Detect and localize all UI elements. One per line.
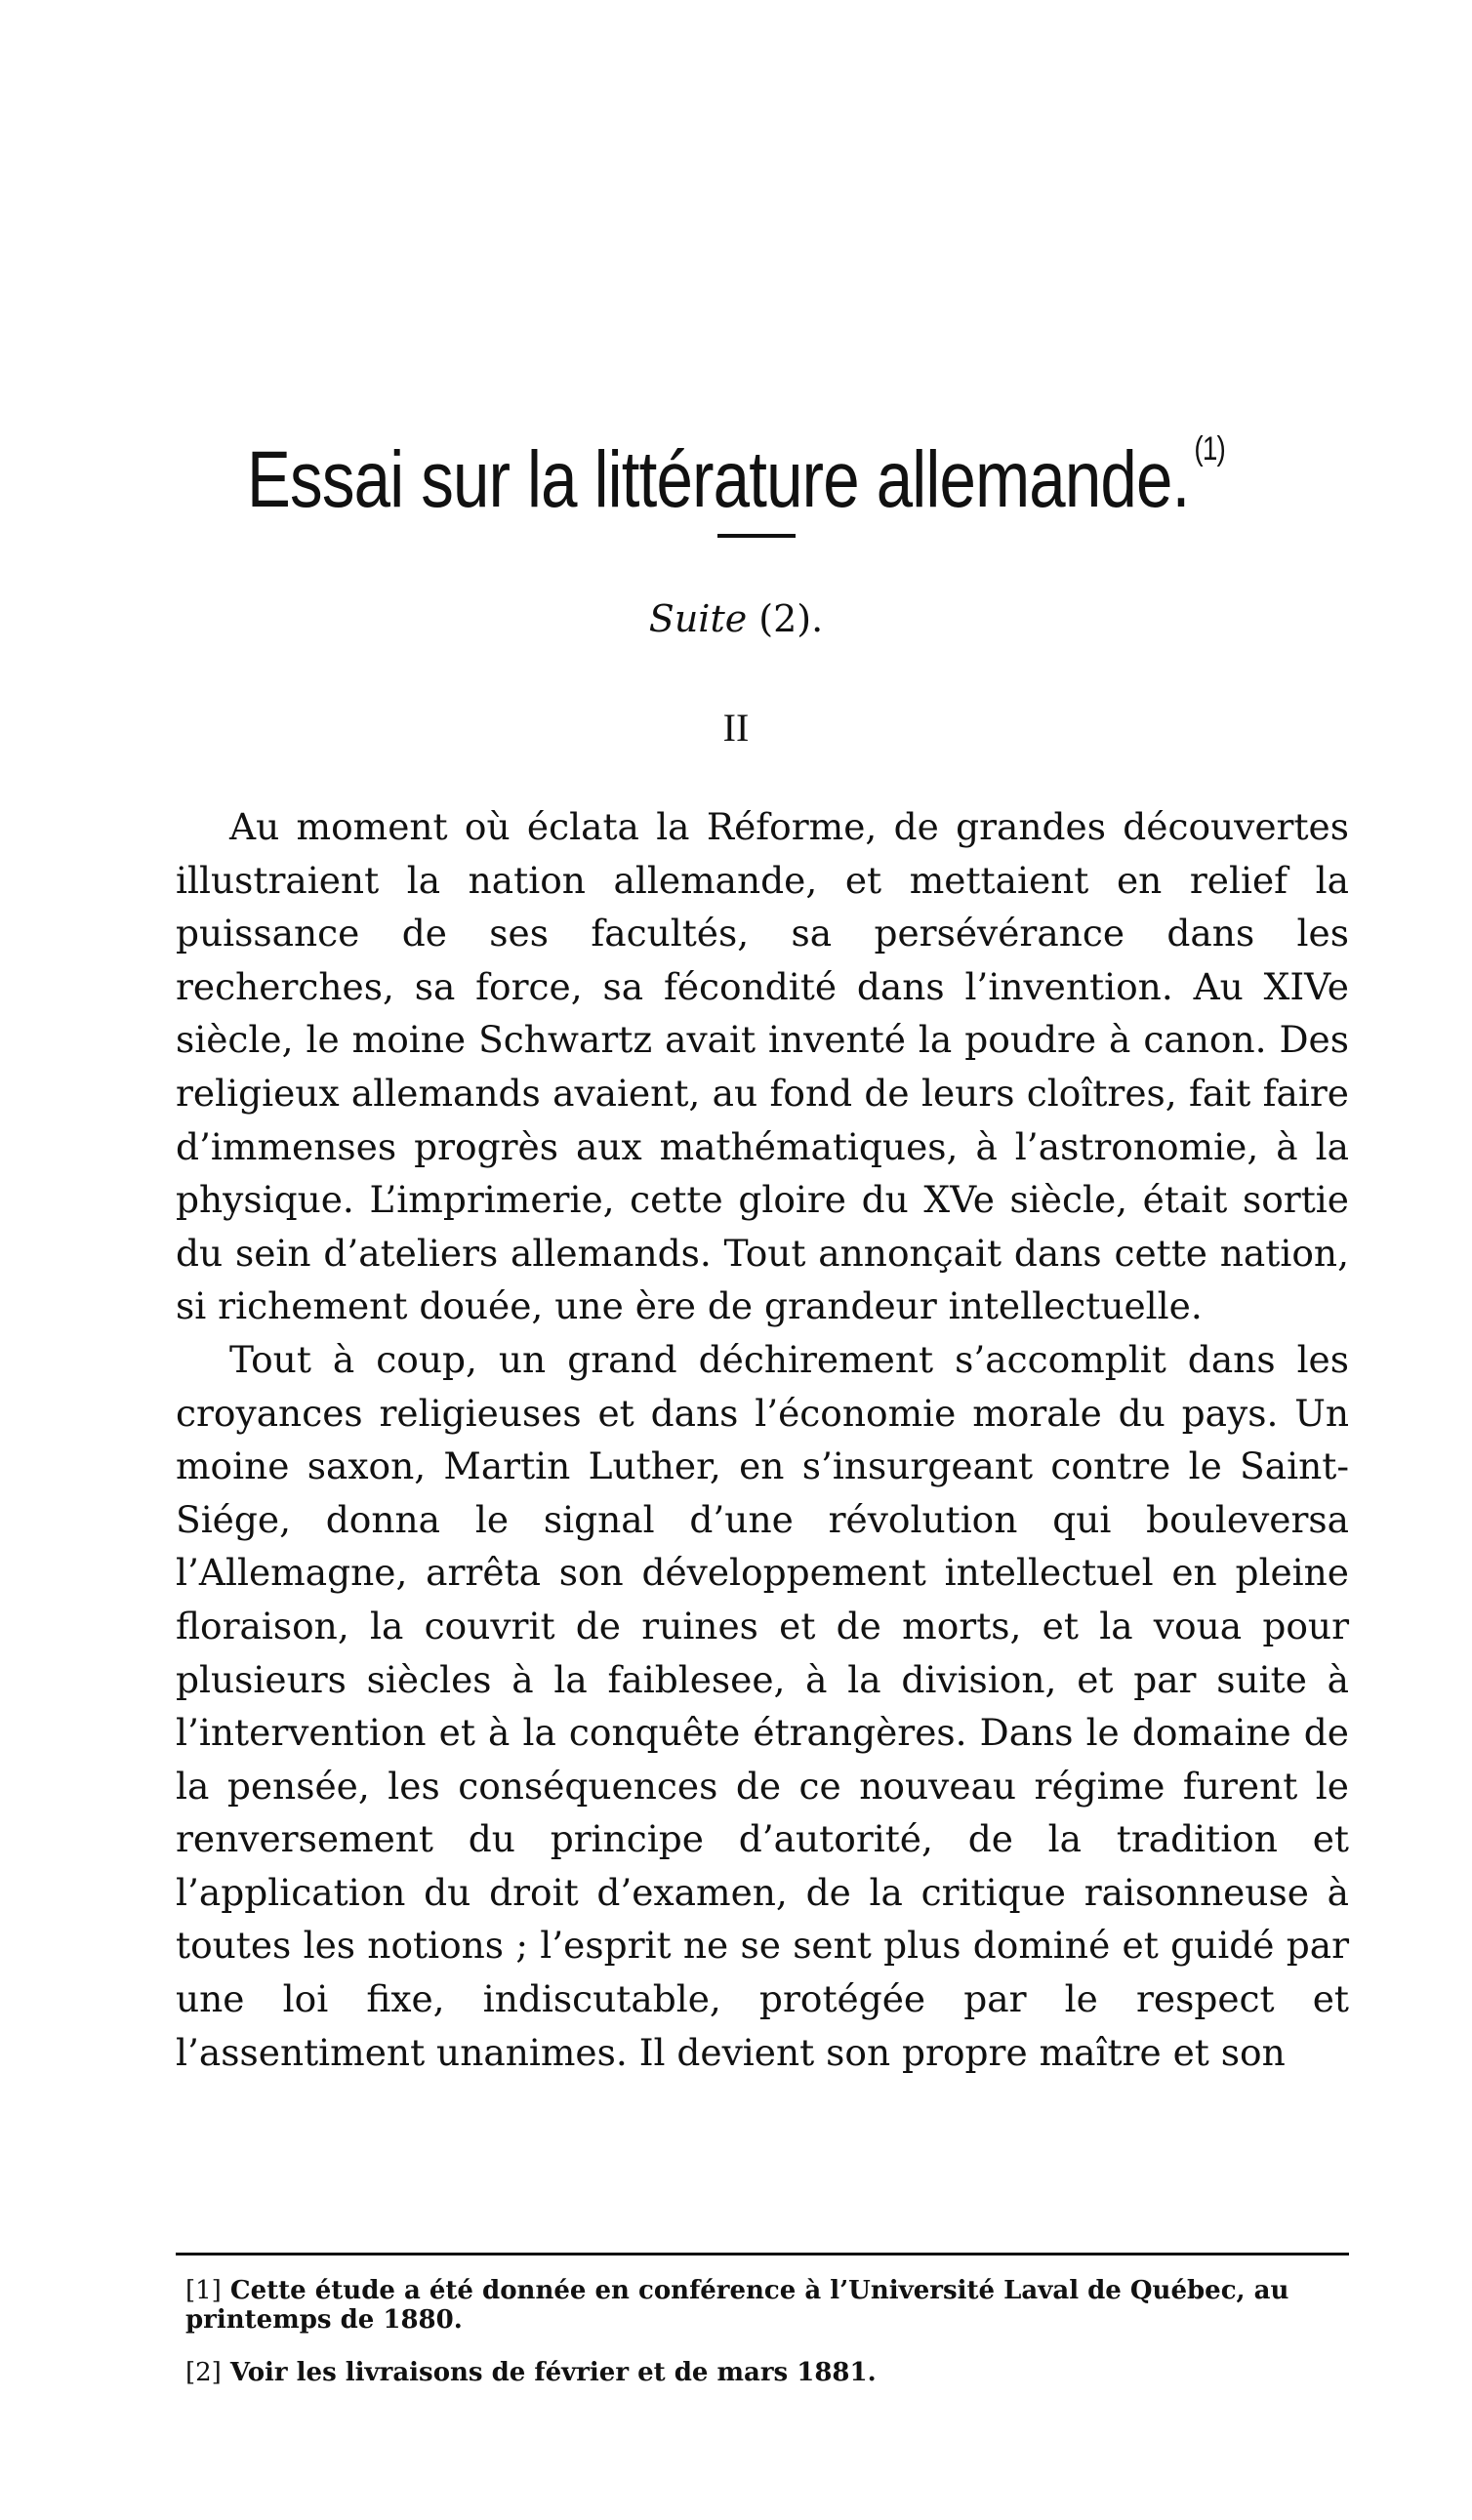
footnote-2 (185, 2358, 1349, 2387)
suite-word: Suite (648, 597, 748, 640)
suite-line (0, 597, 1472, 640)
title-divider (717, 534, 796, 538)
footnote-1-marker: [1] (185, 2276, 222, 2305)
article-body (176, 800, 1349, 2079)
footnote-2-text: Voir les livraisons de février et de mars 1881. (229, 2358, 877, 2387)
title-footnote-marker: (1) (1194, 429, 1225, 467)
footnotes (185, 2276, 1349, 2411)
footnote-2-marker: [2] (185, 2358, 222, 2387)
footnote-1 (185, 2276, 1349, 2335)
footnote-divider (176, 2253, 1349, 2256)
suite-footnote-ref: (2). (747, 597, 824, 640)
paragraph-1: Au moment où éclata la Réforme, de grandes découvertes illustraient la nation allemande, et mettaient en relief la puissance de ses facultés, sa persévérance dans les recherches, sa force, sa fécondité dans l’invention. Au XIVe siècle, le moine Schwartz avait inventé la poudre à canon. Des religieux allemands avaient, au fond de leurs cloîtres, fait faire d’immenses progrès aux mathématiques, à l’astronomie, à la physique. L’imprimerie, cette gloire du XVe siècle, était sortie du sein d’ateliers allemands. Tout annonçait dans cette nation, si richement douée, une ère de grandeur intellectuelle. (176, 805, 1349, 1328)
section-number: II (722, 706, 750, 750)
article-title (133, 429, 1340, 524)
footnote-1-text: Cette étude a été donnée en conférence à l’Université Laval de Québec, au printemps de 1880. (185, 2276, 1289, 2335)
paragraph-2: Tout à coup, un grand déchirement s’accomplit dans les croyances religieuses et dans l’économie morale du pays. Un moine saxon, Martin Luther, en s’insurgeant contre le Saint-Siége, donna le signal d’une révolution qui bouleversa l’Allemagne, arrêta son développement intellectuel en pleine floraison, la couvrit de ruines et de morts, et la voua pour plusieurs siècles à la faiblesee, à la division, et par suite à l’intervention et à la conquête étrangères. Dans le domaine de la pensée, les conséquences de ce nouveau régime furent le renversement du principe d’autorité, de la tradition et l’application du droit d’examen, de la critique raisonneuse à toutes les notions ; l’esprit ne se sent plus dominé et guidé par une loi fixe, indiscutable, protégée par le respect et l’assentiment unanimes. Il devient son propre maître et son (176, 1337, 1349, 2074)
article-title-text: Essai sur la littérature allemande. (247, 434, 1190, 524)
